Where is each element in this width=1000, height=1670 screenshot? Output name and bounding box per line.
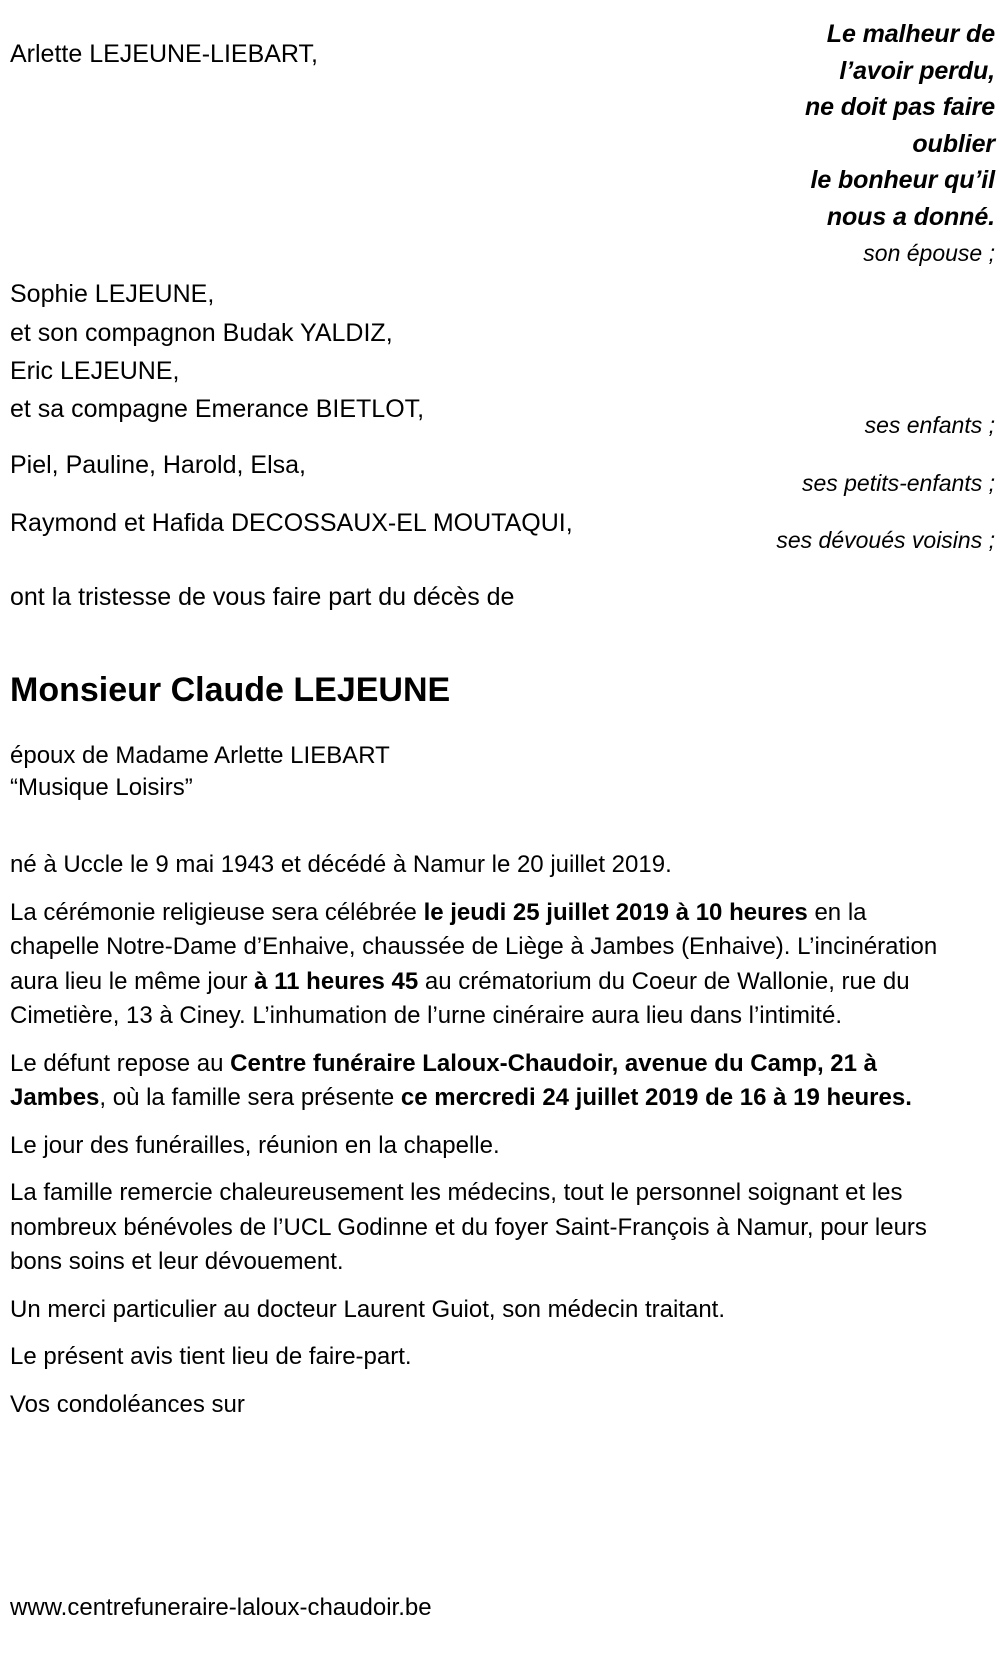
family-name-child-1-partner: et son compagnon Budak YALDIZ, <box>10 319 393 347</box>
announcement-line: ont la tristesse de vous faire part du décès de <box>10 583 515 611</box>
ceremony-intro: La cérémonie religieuse sera célébrée <box>10 898 424 926</box>
epigraph-line-3: ne doit pas faire <box>804 93 995 121</box>
paragraph-ceremony <box>10 896 938 1034</box>
family-name-child-2-partner: et sa compagne Emerance BIETLOT, <box>10 395 425 423</box>
deceased-spouse-of: époux de Madame Arlette LIEBART <box>10 742 390 769</box>
paragraph-thanks <box>10 1176 938 1280</box>
deceased-name: Monsieur Claude LEJEUNE <box>10 670 451 709</box>
cremation-place: au crématorium du Coeur de Wallonie, rue du Cimetière, 13 à Ciney. L’inhumation de l’urne cinéraire aura lieu dans l’intimité. <box>10 967 910 1029</box>
deceased-nickname: “Musique Loisirs” <box>10 774 193 801</box>
reunion-text: Le jour des funérailles, réunion en la chapelle. <box>10 1131 500 1159</box>
paragraph-reunion <box>10 1129 938 1164</box>
family-name-neighbours: Raymond et Hafida DECOSSAUX-EL MOUTAQUI, <box>10 509 573 537</box>
paragraph-faire-part <box>10 1340 938 1375</box>
paragraph-doctor-thanks <box>10 1293 938 1328</box>
family-name-grandchildren: Piel, Pauline, Harold, Elsa, <box>10 451 306 479</box>
relation-label-spouse: son épouse ; <box>863 240 995 266</box>
paragraph-condolences <box>10 1388 938 1423</box>
epigraph-quote <box>655 16 995 235</box>
relation-label-neighbours: ses dévoués voisins ; <box>776 527 995 553</box>
epigraph-line-2: l’avoir perdu, <box>839 56 995 85</box>
cremation-time: à 11 heures 45 <box>254 967 419 995</box>
notice-body <box>10 848 938 1435</box>
family-name-child-1: Sophie LEJEUNE, <box>10 280 215 308</box>
birth-death-text: né à Uccle le 9 mai 1943 et décédé à Namur le 20 juillet 2019. <box>10 851 672 878</box>
header-zone <box>0 0 1000 620</box>
family-name-spouse: Arlette LEJEUNE-LIEBART, <box>10 40 318 68</box>
doctor-thanks-text: Un merci particulier au docteur Laurent Guiot, son médecin traitant. <box>10 1295 726 1323</box>
relation-label-grandchildren: ses petits-enfants ; <box>801 470 995 496</box>
repose-visiting-hours: ce mercredi 24 juillet 2019 de 16 à 19 heures. <box>400 1084 912 1111</box>
ceremony-place: en la chapelle Notre-Dame d’Enhaive, chaussée de Liège à Jambes (Enhaive). L’incinération aura lieu le même jour <box>10 898 938 995</box>
repose-venue: Centre funéraire Laloux-Chaudoir, avenue du Camp, 21 à Jambes <box>10 1049 877 1111</box>
faire-part-text: Le présent avis tient lieu de faire-part. <box>10 1343 412 1370</box>
family-name-child-2: Eric LEJEUNE, <box>10 357 180 385</box>
epigraph-line-6: nous a donné. <box>826 202 995 231</box>
relation-label-children: ses enfants ; <box>864 412 995 438</box>
paragraph-birth-death <box>10 848 938 883</box>
epigraph-line-5: le bonheur qu’il <box>810 166 995 194</box>
condolences-website-url[interactable]: www.centrefuneraire-laloux-chaudoir.be <box>10 1594 432 1621</box>
thanks-text: La famille remercie chaleureusement les médecins, tout le personnel soignant et les nombreux bénévoles de l’UCL Godinne et du foyer Saint-François à Namur, pour leurs bons soins et leur dévouement. <box>10 1179 927 1275</box>
paragraph-repose <box>10 1047 938 1116</box>
epigraph-line-4: oublier <box>912 129 995 158</box>
repose-middle: , où la famille sera présente <box>99 1084 401 1111</box>
condolences-text: Vos condoléances sur <box>10 1390 245 1418</box>
epigraph-line-1: Le malheur de <box>826 20 995 48</box>
ceremony-datetime: le jeudi 25 juillet 2019 à 10 heures <box>423 898 808 926</box>
repose-intro: Le défunt repose au <box>10 1049 231 1077</box>
